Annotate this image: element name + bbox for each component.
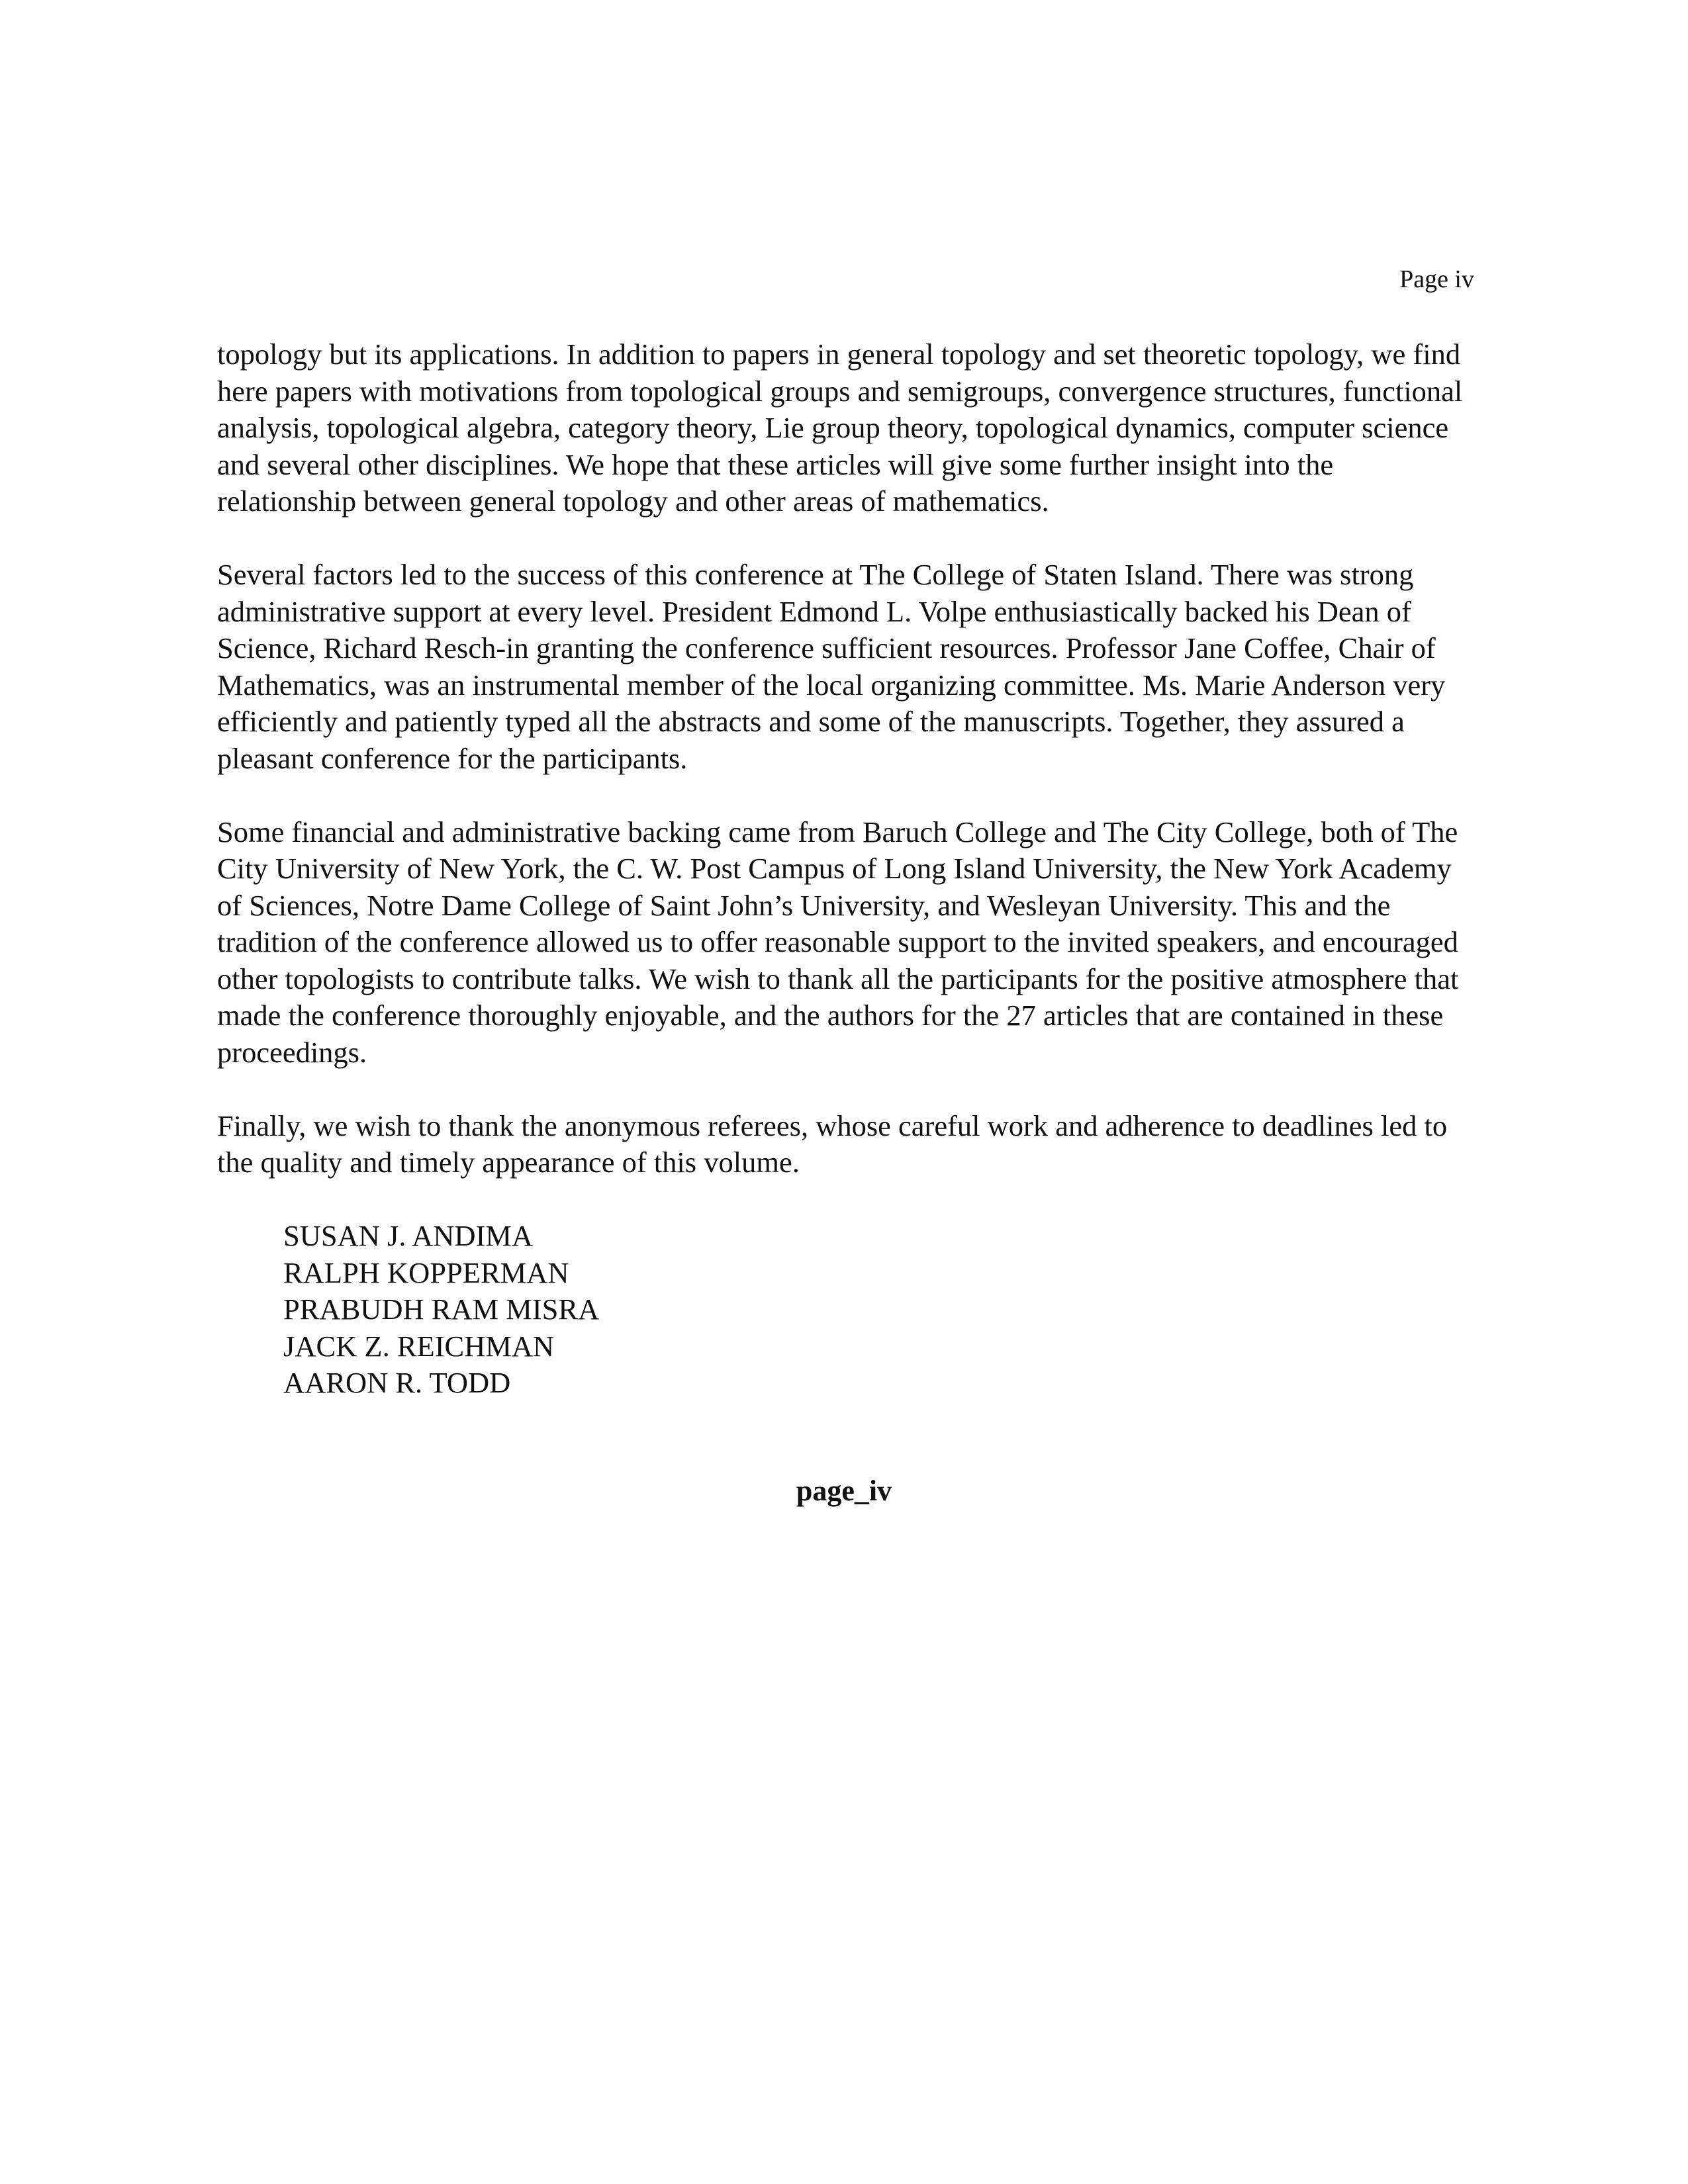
page-header: Page iv xyxy=(1399,265,1474,293)
signatory: JACK Z. REICHMAN xyxy=(283,1329,555,1363)
paragraph-funding: Some financial and administrative backing came from Baruch College and The City College, both of The City University of New York, the C. W. Post Campus of Long Island University, the New York Academy of Sciences, Notre Dame College of Saint John’s University, and Wesleyan University. This and the tradition of the conference allowed us to offer reasonable support to the invited speakers, and encouraged other topologists to contribute talks. We wish to thank all the participants for the positive atmosphere that made the conference thoroughly enjoyable, and the authors for the 27 articles that are contained in these proceedings. xyxy=(217,815,1459,1069)
page-footer: page_iv xyxy=(796,1475,892,1507)
preface-body xyxy=(217,336,1475,1402)
paragraph-referees: Finally, we wish to thank the anonymous referees, whose careful work and adherence to deadlines led to the quality and timely appearance of this volume. xyxy=(217,1109,1448,1179)
signatory: SUSAN J. ANDIMA xyxy=(283,1219,534,1252)
paragraph-topics: topology but its applications. In addition to papers in general topology and set theoretic topology, we find here papers with motivations from topological groups and semigroups, convergence structures, functional analysis, topological algebra, category theory, Lie group theory, topological dynamics, computer science and several other disciplines. We hope that these articles will give some further insight into the relationship between general topology and other areas of mathematics. xyxy=(217,338,1463,518)
signatory: RALPH KOPPERMAN xyxy=(283,1255,569,1289)
signatory: AARON R. TODD xyxy=(283,1366,511,1399)
signatory: PRABUDH RAM MISRA xyxy=(283,1293,600,1326)
paragraph-support: Several factors led to the success of this conference at The College of Staten Island. There was strong administrative support at every level. President Edmond L. Volpe enthusiastically backed his Dean of Science, Richard Resch-in granting the conference sufficient resources. Professor Jane Coffee, Chair of Mathematics, was an instrumental member of the local organizing committee. Ms. Marie Anderson very efficiently and patiently typed all the abstracts and some of the manuscripts. Together, they assured a pleasant conference for the participants. xyxy=(217,558,1446,775)
signatory-list xyxy=(217,1218,1475,1402)
